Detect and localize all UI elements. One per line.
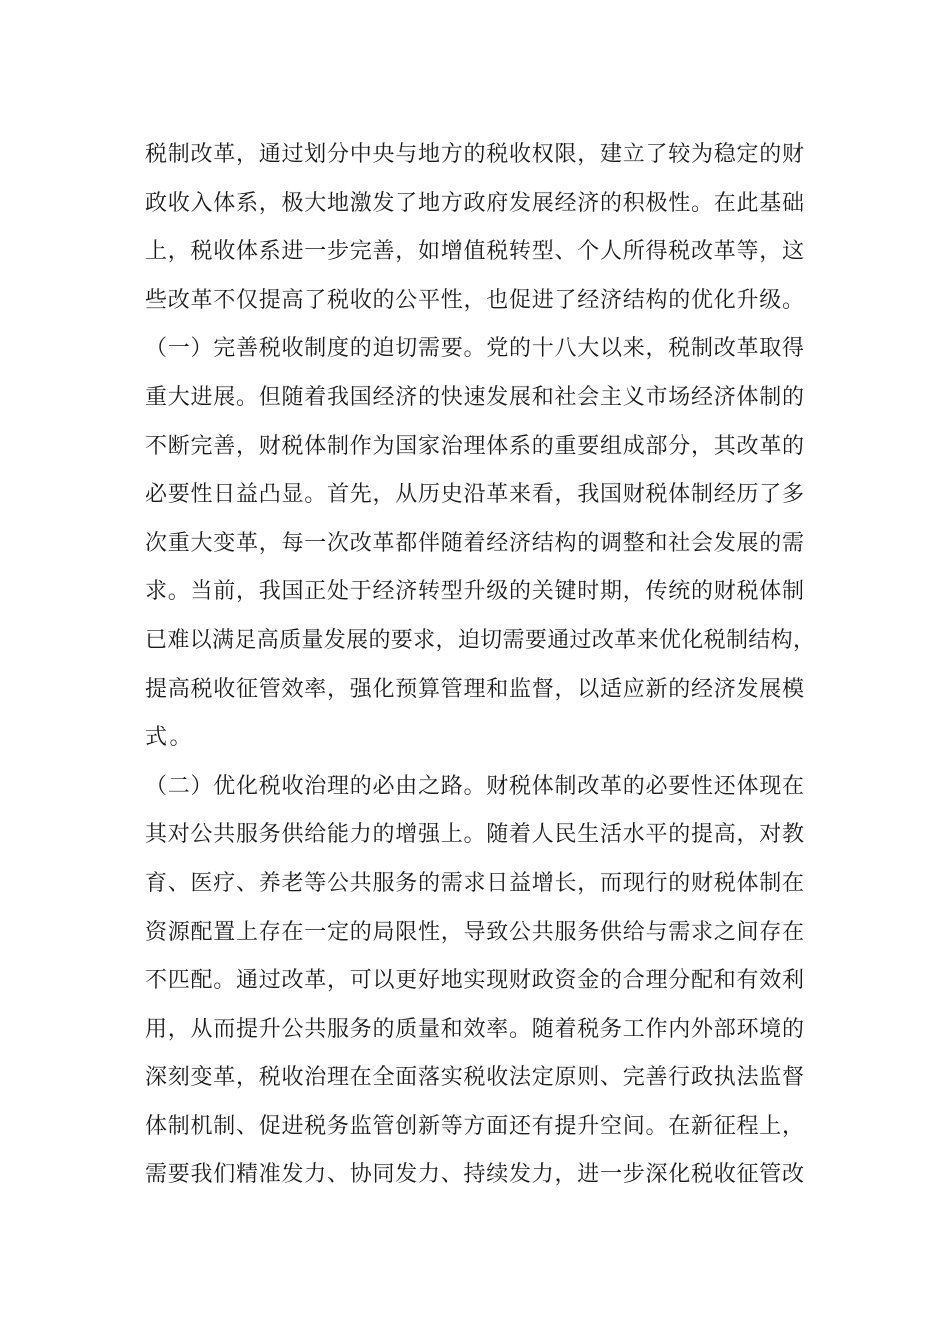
text-line: 体制机制、促进税务监管创新等方面还有提升空间。在新征程上， (145, 1113, 804, 1139)
section-heading-line: （二）优化税收治理的必由之路。财税体制改革的必要性还体现在 (145, 773, 804, 799)
text-line: 提高税收征管效率，强化预算管理和监督，以适应新的经济发展模 (145, 676, 804, 702)
section-heading-line: （一）完善税收制度的迫切需要。党的十八大以来，税制改革取得 (145, 336, 804, 362)
text-line: 必要性日益凸显。首先，从历史沿革来看，我国财税体制经历了多 (145, 482, 804, 508)
body-text (145, 131, 825, 1200)
text-line: 次重大变革，每一次改革都伴随着经济结构的调整和社会发展的需 (145, 530, 804, 556)
text-line: 重大进展。但随着我国经济的快速发展和社会主义市场经济体制的 (145, 384, 804, 410)
text-line: 需要我们精准发力、协同发力、持续发力，进一步深化税收征管改 (145, 1162, 804, 1188)
text-line: 不匹配。通过改革，可以更好地实现财政资金的合理分配和有效利 (145, 968, 804, 994)
text-line: 求。当前，我国正处于经济转型升级的关键时期，传统的财税体制 (145, 579, 804, 605)
text-line: 些改革不仅提高了税收的公平性，也促进了经济结构的优化升级。 (145, 287, 804, 313)
text-line: 资源配置上存在一定的局限性，导致公共服务供给与需求之间存在 (145, 919, 804, 945)
text-line: 税制改革，通过划分中央与地方的税收权限，建立了较为稳定的财 (145, 142, 804, 167)
text-line: 不断完善，财税体制作为国家治理体系的重要组成部分，其改革的 (145, 433, 804, 459)
text-line: 深刻变革，税收治理在全面落实税收法定原则、完善行政执法监督 (145, 1065, 804, 1091)
text-line: 已难以满足高质量发展的要求，迫切需要通过改革来优化税制结构， (145, 627, 815, 653)
text-line: 政收入体系，极大地激发了地方政府发展经济的积极性。在此基础 (145, 190, 804, 216)
text-line: 其对公共服务供给能力的增强上。随着人民生活水平的提高，对教 (145, 822, 804, 848)
text-line: 上，税收体系进一步完善，如增值税转型、个人所得税改革等，这 (145, 239, 804, 265)
text-line: 育、医疗、养老等公共服务的需求日益增长，而现行的财税体制在 (145, 870, 804, 896)
text-line: 用，从而提升公共服务的质量和效率。随着税务工作内外部环境的 (145, 1016, 804, 1042)
text-line: 式。 (145, 725, 195, 751)
